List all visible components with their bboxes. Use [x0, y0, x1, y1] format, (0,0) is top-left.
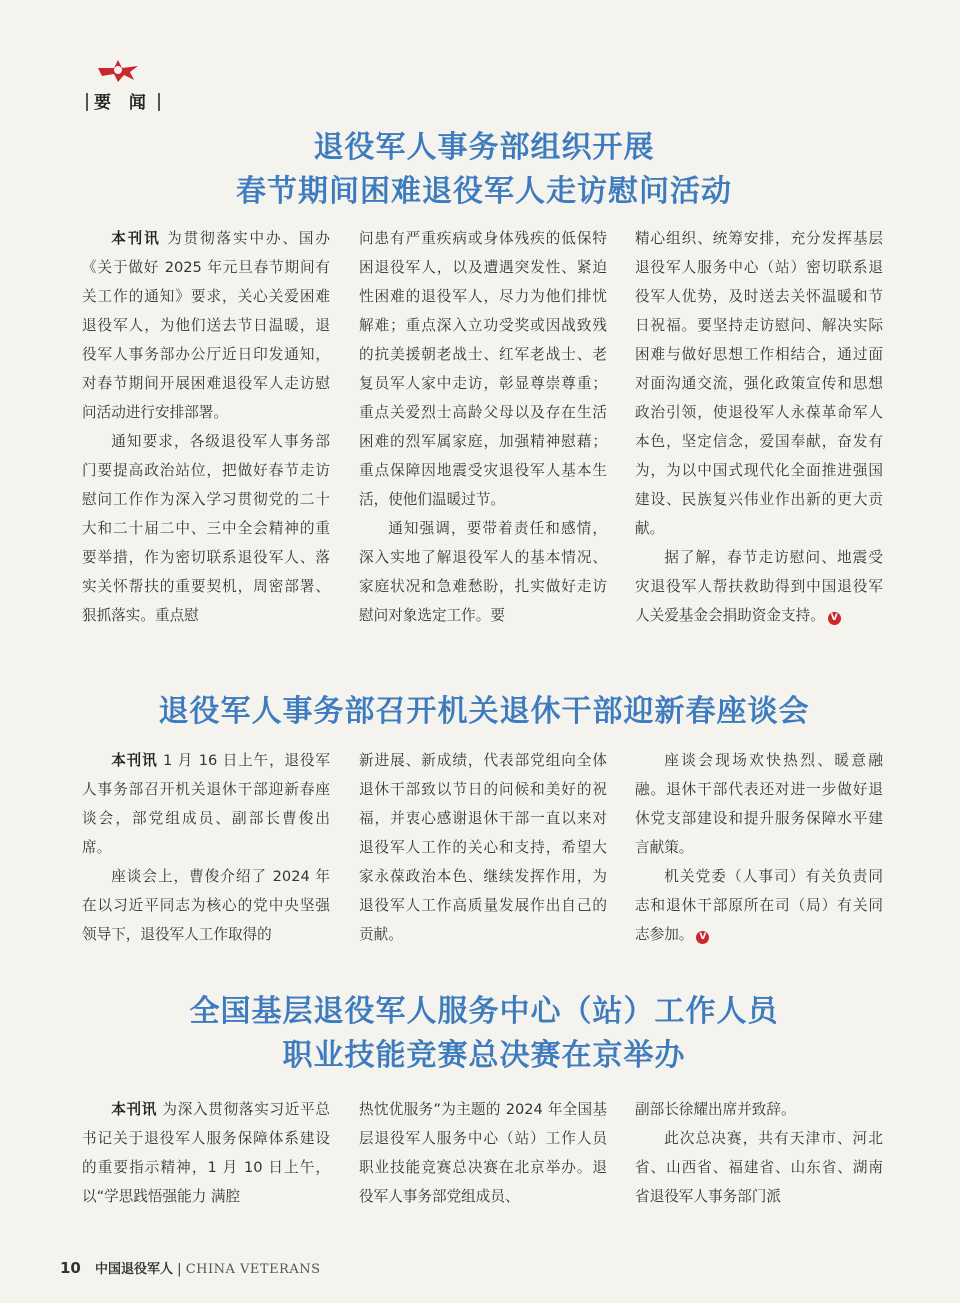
magazine-logo-icon — [96, 56, 140, 84]
paragraph: 热忱优服务”为主题的 2024 年全国基层退役军人服务中心（站）工作人员职业技能竞赛总决赛在北京举办。退役军人事务部党组成员、 — [359, 1101, 607, 1205]
headline-line: 春节期间困难退役军人走访慰问活动 — [236, 174, 732, 209]
paragraph-text: 据了解，春节走访慰问、地震受灾退役军人帮扶救助得到中国退役军人关爱基金会捐助资金支持。 — [635, 549, 883, 624]
magazine-name-en: CHINA VETERANS — [185, 1262, 321, 1277]
paragraph — [635, 862, 883, 949]
column-1 — [82, 224, 330, 630]
column-2 — [359, 1095, 607, 1211]
paragraph-text: 为深入贯彻落实习近平总书记关于退役军人服务保障体系建设的重要指示精神，1 月 10 日上午，以“学思践悟强能力 满腔 — [82, 1101, 330, 1205]
end-mark-icon: V — [696, 931, 709, 944]
headline-line: 退役军人事务部召开机关退休干部迎新春座谈会 — [158, 694, 810, 729]
section-label-text: 要 闻 — [94, 93, 152, 113]
divider — [158, 93, 160, 111]
paragraph: 此次总决赛，共有天津市、河北省、山西省、福建省、山东省、湖南省退役军人事务部门派 — [635, 1130, 883, 1205]
magazine-name: 中国退役军人 — [95, 1262, 174, 1277]
column-3 — [635, 746, 883, 949]
headline-line: 全国基层退役军人服务中心（站）工作人员 — [189, 994, 779, 1029]
column-3 — [635, 224, 883, 630]
headline — [82, 690, 886, 734]
paragraph: 通知强调，要带着责任和感情，深入实地了解退役军人的基本情况、家庭状况和急难愁盼，扎实做好走访慰问对象选定工作。要 — [359, 520, 607, 624]
section-label — [80, 88, 166, 113]
paragraph: 新进展、新成绩，代表部党组向全体退休干部致以节日的问候和美好的祝福，并衷心感谢退休干部一直以来对退役军人工作的关心和支持，希望大家永葆政治本色、继续发挥作用，为退役军人工作高质量发展作出自己的贡献。 — [359, 752, 607, 943]
article-2 — [82, 690, 886, 943]
paragraph: 座谈会上，曹俊介绍了 2024 年在以习近平同志为核心的党中央坚强领导下，退役军人工作取得的 — [82, 868, 330, 943]
page-number: 10 — [60, 1259, 81, 1277]
paragraph: 通知要求，各级退役军人事务部门要提高政治站位，把做好春节走访慰问工作作为深入学习贯彻党的二十大和二十届二中、三中全会精神的重要举措，作为密切联系退役军人、落实关怀帮扶的重要契机，周密部署、狠抓落实。重点慰 — [82, 433, 330, 624]
footer-divider: | — [177, 1262, 182, 1277]
divider — [86, 93, 88, 111]
headline-line: 退役军人事务部组织开展 — [313, 130, 655, 165]
lead-tag: 本刊讯 — [111, 230, 161, 247]
paragraph: 问患有严重疾病或身体残疾的低保特困退役军人，以及遭遇突发性、紧迫性困难的退役军人，尽力为他们排忧解难；重点深入立功受奖或因战致残的抗美援朝老战士、红军老战士、老复员军人家中走访，彰显尊崇尊重；重点关爱烈士高龄父母以及存在生活困难的烈军属家庭，加强精神慰藉；重点保障因地震受灾退役军人基本生活，使他们温暖过节。 — [359, 230, 607, 508]
paragraph — [635, 543, 883, 630]
paragraph-text: 机关党委（人事司）有关负责同志和退休干部原所在司（局）有关同志参加。 — [635, 868, 883, 943]
paragraph — [82, 746, 330, 862]
headline-line: 职业技能竞赛总决赛在京举办 — [282, 1038, 686, 1073]
column-2 — [359, 746, 607, 949]
lead-tag: 本刊讯 — [111, 752, 158, 769]
paragraph: 副部长徐耀出席并致辞。 — [635, 1101, 796, 1118]
page-footer — [60, 1258, 321, 1277]
lead-tag: 本刊讯 — [111, 1101, 158, 1118]
headline — [82, 126, 886, 214]
paragraph — [82, 224, 330, 427]
headline — [82, 990, 886, 1078]
article-3 — [82, 990, 886, 1205]
paragraph — [82, 1095, 330, 1211]
paragraph: 座谈会现场欢快热烈、暖意融融。退休干部代表还对进一步做好退休党支部建设和提升服务保障水平建言献策。 — [635, 752, 883, 856]
article-1 — [82, 126, 886, 624]
column-3 — [635, 1095, 883, 1211]
column-1 — [82, 1095, 330, 1211]
paragraph: 精心组织、统筹安排，充分发挥基层退役军人服务中心（站）密切联系退役军人优势，及时送去关怀温暖和节日祝福。要坚持走访慰问、解决实际困难与做好思想工作相结合，通过面对面沟通交流，强化政策宣传和思想政治引领，使退役军人永葆革命军人本色，坚定信念，爱国奉献，奋发有为，为以中国式现代化全面推进强国建设、民族复兴伟业作出新的更大贡献。 — [635, 230, 883, 537]
paragraph-text: 1 月 16 日上午，退役军人事务部召开机关退休干部迎新春座谈会，部党组成员、副部长曹俊出席。 — [82, 752, 330, 856]
paragraph-text: 为贯彻落实中办、国办《关于做好 2025 年元旦春节期间有关工作的通知》要求，关心关爱困难退役军人，为他们送去节日温暖，退役军人事务部办公厅近日印发通知，对春节期间开展困难退役军人走访慰问活动进行安排部署。 — [82, 230, 330, 421]
end-mark-icon: V — [828, 612, 841, 625]
column-1 — [82, 746, 330, 949]
column-2 — [359, 224, 607, 630]
